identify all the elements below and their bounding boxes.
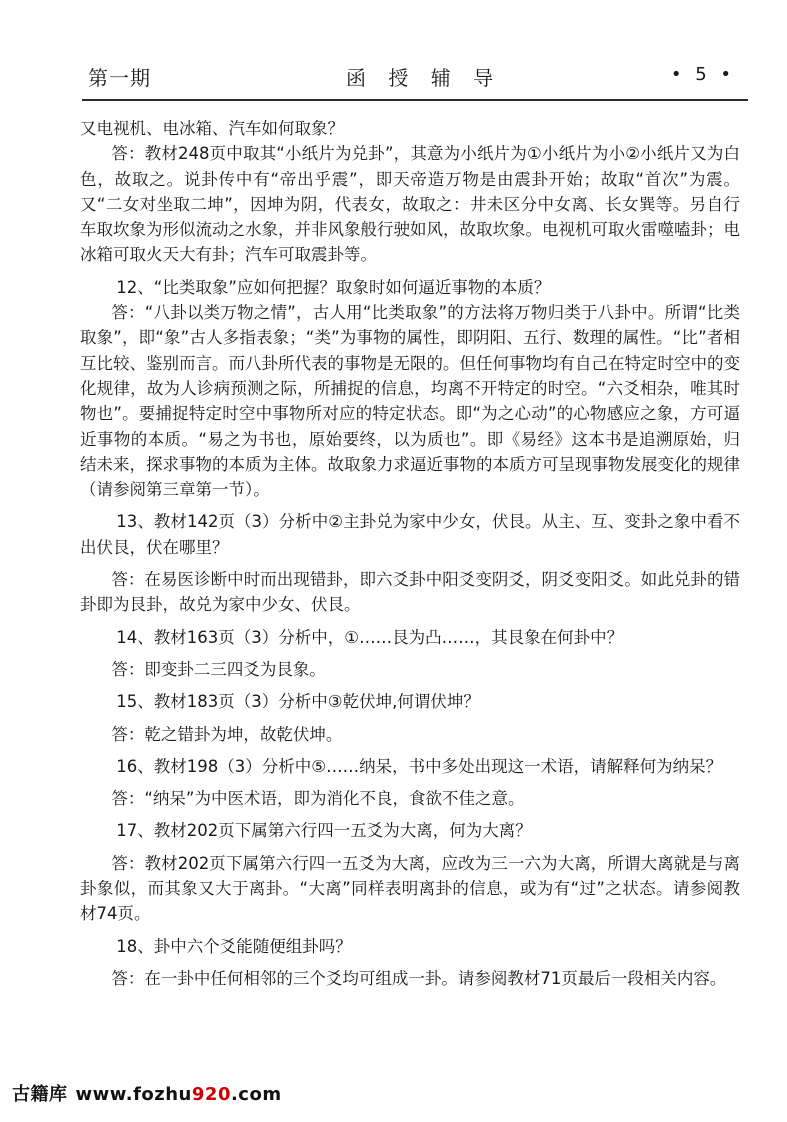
issue-label: 第一期 [88, 66, 151, 90]
answer-paragraph: 答：在一卦中任何相邻的三个爻均可组成一卦。请参阅教材71页最后一段相关内容。 [111, 968, 727, 988]
header-rule [82, 99, 748, 101]
question-paragraph: 14、教材163页（3）分析中，①……艮为凸……，其艮象在何卦中？ [116, 627, 624, 647]
page-number: • 5 • [670, 64, 735, 85]
answer-paragraph: 答：教材202页下属第六行四一五爻为大离，应改为三一六为大离，所谓大离就是与离卦象似，而其象又大于离卦。“大离”同样表明离卦的信息，或为有“过”之状态。请参阅教材74页。 [80, 853, 740, 924]
site-watermark [12, 1080, 282, 1106]
question-paragraph: 12、“比类取象”应如何把握？取象时如何逼近事物的本质？ [116, 277, 551, 297]
question-paragraph: 18、卦中六个爻能随便组卦吗？ [116, 936, 352, 956]
answer-paragraph: 答：即变卦二三四爻为艮象。 [111, 659, 326, 679]
question-paragraph: 16、教材198（3）分析中⑤……纳呆，书中多处出现这一术语，请解释何为纳呆？ [116, 756, 723, 776]
answer-paragraph: 答：“八卦以类万物之情”，古人用“比类取象”的方法将万物归类于八卦中。所谓“比类取象”，即“象”古人多指表象；“类”为事物的属性，即阴阳、五行、数理的属性。“比”者相互比较、鉴别而言。而八卦所代表的事物是无限的。但任何事物均有自己在特定时空中的变化规律，故为人诊病预测之际，所捕捉的信息，均离不开特定的时空。“六爻相杂，唯其时物也”。要捕捉特定时空中事物所对应的特定状态。即“为之心动”的心物感应之象，方可逼近事物的本质。“易之为书也，原始要终，以为质也”。即《易经》这本书是追溯原始，归结未来，探求事物的本质为主体。故取象力求逼近事物的本质方可呈现事物发展变化的规律（请参阅第三章第一节）。 [80, 303, 740, 500]
page-title: 函 授 辅 导 [346, 66, 502, 90]
page-header [88, 60, 743, 94]
watermark-site-name: 古籍库 [12, 1084, 68, 1105]
question-paragraph: 15、教材183页（3）分析中③乾伏坤,何谓伏坤？ [116, 692, 480, 712]
watermark-url-number: 920 [191, 1084, 231, 1105]
page-body [80, 116, 740, 991]
watermark-url [76, 1084, 282, 1105]
answer-paragraph: 答：在易医诊断中时而出现错卦，即六爻卦中阳爻变阴爻，阴爻变阳爻。如此兑卦的错卦即为艮卦，故兑为家中少女、伏艮。 [80, 570, 740, 615]
answer-paragraph: 答：“纳呆”为中医术语，即为消化不良，食欲不佳之意。 [111, 789, 525, 809]
question-paragraph: 17、教材202页下属第六行四一五爻为大离，何为大离？ [116, 821, 532, 841]
question-paragraph: 13、教材142页（3）分析中②主卦兑为家中少女，伏艮。从主、互、变卦之象中看不出伏艮，伏在哪里？ [80, 512, 740, 557]
watermark-url-prefix: www.fozhu [75, 1084, 192, 1105]
watermark-url-suffix: .com [230, 1084, 282, 1105]
answer-paragraph: 答：乾之错卦为坤，故乾伏坤。 [111, 724, 343, 744]
answer-paragraph: 答：教材248页中取其“小纸片为兑卦”，其意为小纸片为①小纸片为小②小纸片又为白色，故取之。说卦传中有“帝出乎震”，即天帝造万物是由震卦开始；故取“首次”为震。又“二女对坐取二坤”，因坤为阴，代表女，故取之：井未区分中女离、长女巽等。另自行车取坎象为形似流动之水象，并非风象般行驶如风，故取坎象。电视机可取火雷噬嗑卦；电冰箱可取火天大有卦；汽车可取震卦等。 [80, 144, 740, 265]
paragraph-continuation: 又电视机、电冰箱、汽车如何取象？ [80, 119, 344, 138]
